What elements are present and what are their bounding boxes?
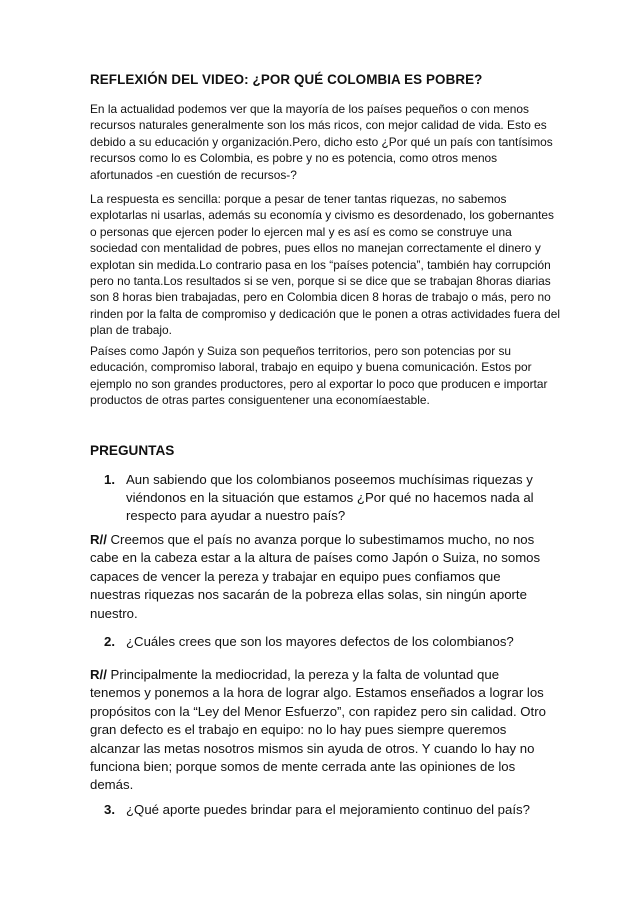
question-number: 1. xyxy=(104,472,115,487)
answer-1 xyxy=(90,531,552,623)
question-text: Aun sabiendo que los colombianos poseemos muchísimas riquezas y viéndonos en la situación que estamos ¿Por qué no hacemos nada al respecto para ayudar a nuestro país? xyxy=(126,472,534,524)
answer-paragraph: La respuesta es sencilla: porque a pesar de tener tantas riquezas, no sabemos explotarlas ni usarlas, además su economía y civismo es desordenado, los gobernantes o personas que ejercen poder lo ejercen mal y es así es como se construye una sociedad con mentalidad de pobres, pues ellos no manejan correctamente el dinero y explotan sin medida.Lo contrario pasa en los “países potencia”, también hay corrupción pero no tanta.Los resultados si se ven, porque si se dice que se trabajan 8horas diarias son 8 horas bien trabajadas, pero en Colombia dicen 8 horas de trabajo o más, pero no rinden por la falta de compromiso y dedicación que le ponen a otras actividades fuera del plan de trabajo. xyxy=(90,192,560,338)
answer-text: Creemos que el país no avanza porque lo subestimamos mucho, no nos cabe en la cabeza estar a la altura de países como Japón o Suiza, no somos capaces de vencer la pereza y trabajar en equipo pues confiamos que nuestras riquezas nos sacarán de la pobreza ellas solas, sin ningún aporte nuestro. xyxy=(90,532,541,621)
document-title: REFLEXIÓN DEL VIDEO: ¿POR QUÉ COLOMBIA ES POBRE? xyxy=(90,72,483,87)
answer-2 xyxy=(90,666,552,795)
answer-text: Principalmente la mediocridad, la pereza y la falta de voluntad que tenemos y ponemos a la hora de lograr algo. Estamos enseñados a lograr los propósitos con la “Ley del Menor Esfuerzo”, con rapidez pero sin calidad. Otro gran defecto es el trabajo en equipo: no lo hay pues siempre queremos alcanzar las metas nosotros mismos sin ayuda de otros. Y cuando lo hay no funciona bien; porque somos de mente cerrada ante las opiniones de los demás. xyxy=(90,667,546,793)
question-text: ¿Cuáles crees que son los mayores defectos de los colombianos? xyxy=(126,634,514,649)
answer-prefix: R// xyxy=(90,667,107,682)
example-paragraph: Países como Japón y Suiza son pequeños territorios, pero son potencias por su educación, compromiso laboral, trabajo en equipo y buena comunicación. Estos por ejemplo no son grandes productores, pero al exportar lo poco que producen e importar productos de otras partes consiguentener una economíaestable. xyxy=(90,344,548,408)
answer-prefix: R// xyxy=(90,532,107,547)
question-number: 3. xyxy=(104,802,115,817)
intro-paragraph: En la actualidad podemos ver que la mayoría de los países pequeños o con menos recursos naturales generalmente son los más ricos, con mejor calidad de vida. Esto es debido a su educación y organización.Pero, dicho esto ¿Por qué un país con tantísimos recursos como lo es Colombia, es pobre y no es potencia, como otros menos afortunados -en cuestión de recursos-? xyxy=(90,102,553,182)
question-text: ¿Qué aporte puedes brindar para el mejoramiento continuo del país? xyxy=(126,802,530,817)
question-number: 2. xyxy=(104,634,115,649)
questions-heading: PREGUNTAS xyxy=(90,443,175,458)
